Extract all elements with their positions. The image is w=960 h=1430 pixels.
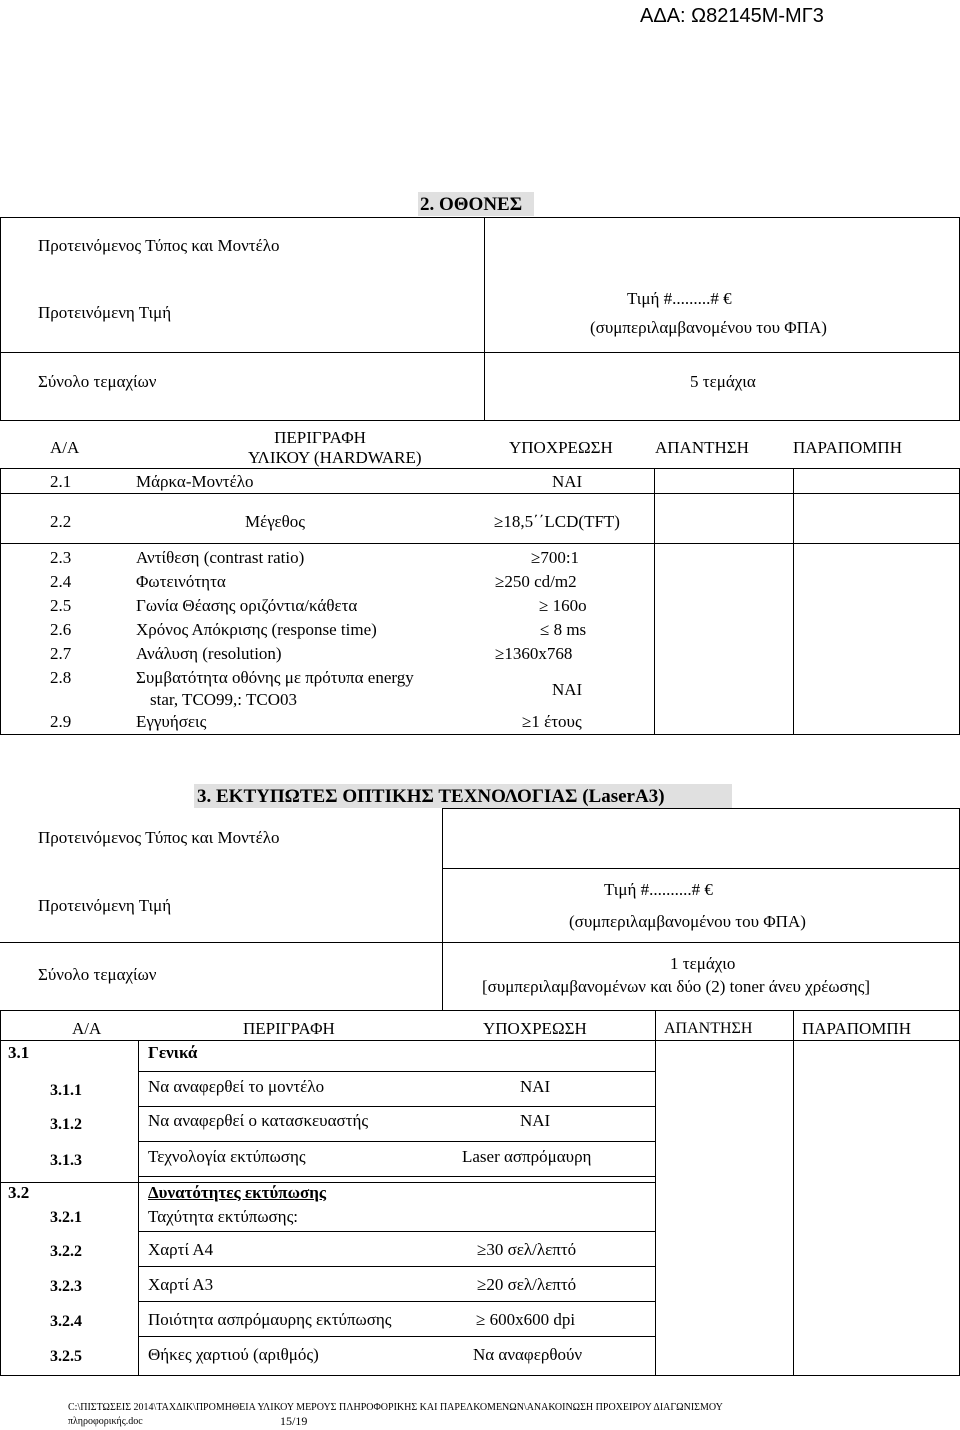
s3-row-req: ΝΑΙ xyxy=(520,1111,551,1130)
s3-row-req: Laser ασπρόμαυρη xyxy=(462,1147,592,1166)
s2-row-num: 2.4 xyxy=(50,572,72,591)
s2-row-num: 2.3 xyxy=(50,548,72,567)
s3-row-num: 3.1.1 xyxy=(50,1082,82,1099)
s2-row-desc: Συμβατότητα οθόνης με πρότυπα energy xyxy=(136,668,414,687)
s3-row-desc: Ποιότητα ασπρόμαυρης εκτύπωσης xyxy=(148,1310,392,1329)
s3-row-num: 3.1.2 xyxy=(50,1116,82,1133)
s2-row-req: ≤ 8 ms xyxy=(540,620,587,639)
s3-head-ref: ΠΑΡΑΠΟΜΠΗ xyxy=(802,1019,911,1038)
s2-row-req: ≥18,5΄΄LCD(TFT) xyxy=(494,512,620,531)
s2-price-value: Τιμή #.........# € xyxy=(627,289,732,308)
s3-row-req: ≥ 600x600 dpi xyxy=(476,1310,576,1329)
s2-head-aa: Α/Α xyxy=(50,438,80,457)
s3-row-num: 3.2.5 xyxy=(50,1348,82,1365)
s2-row-desc: Αντίθεση (contrast ratio) xyxy=(136,548,305,567)
s2-row-req: ≥250 cd/m2 xyxy=(495,572,577,591)
s2-model-label: Προτεινόμενος Τύπος και Μοντέλο xyxy=(38,236,280,255)
s2-row-desc: Φωτεινότητα xyxy=(136,572,226,591)
s3-head-req: ΥΠΟΧΡΕΩΣΗ xyxy=(483,1019,587,1038)
s2-row-req: ΝΑΙ xyxy=(552,680,583,699)
s3-row-desc: Να αναφερθεί ο κατασκευαστής xyxy=(148,1111,369,1130)
s2-row-desc: Χρόνος Απόκρισης (response time) xyxy=(136,620,377,639)
s2-row-desc: Εγγυήσεις xyxy=(136,712,207,731)
s2-row-req: ΝΑΙ xyxy=(552,472,583,491)
s3-row-num: 3.2.3 xyxy=(50,1278,82,1295)
s2-row-desc: Μάρκα-Μοντέλο xyxy=(136,472,254,491)
s3-price-value: Τιμή #..........# € xyxy=(604,880,713,899)
s3-row-desc: Τεχνολογία εκτύπωσης xyxy=(148,1147,306,1166)
s2-row-desc: Ανάλυση (resolution) xyxy=(136,644,282,663)
s2-head-ref: ΠΑΡΑΠΟΜΠΗ xyxy=(793,438,902,457)
s2-row-req: ≥1 έτους xyxy=(522,712,582,731)
s3-price-vat: (συμπεριλαμβανομένου του ΦΠΑ) xyxy=(569,912,806,931)
s3-row-desc: Δυνατότητες εκτύπωσης xyxy=(148,1183,327,1202)
s2-row-num: 2.7 xyxy=(50,644,72,663)
footer-page: 15/19 xyxy=(280,1414,308,1428)
s2-head-ans: ΑΠΑΝΤΗΣΗ xyxy=(655,438,749,457)
s3-head-ans: ΑΠΑΝΤΗΣΗ xyxy=(664,1020,753,1037)
s2-row-num: 2.2 xyxy=(50,512,72,531)
section2-title: 2. ΟΘΟΝΕΣ xyxy=(420,194,523,215)
s2-row-req: ≥ 160ο xyxy=(539,596,587,615)
s3-row-desc: Χαρτί Α3 xyxy=(148,1275,214,1294)
s2-row-req: ≥700:1 xyxy=(531,548,580,567)
s3-row-desc: Γενικά xyxy=(148,1043,198,1062)
s3-price-label: Προτεινόμενη Τιμή xyxy=(38,896,172,915)
s2-row-num: 2.8 xyxy=(50,668,72,687)
s2-qty-label: Σύνολο τεμαχίων xyxy=(38,372,157,391)
s3-qty-value-1: 1 τεμάχιο xyxy=(670,954,736,973)
s2-row-num: 2.5 xyxy=(50,596,72,615)
s2-head-req: ΥΠΟΧΡΕΩΣΗ xyxy=(509,438,613,457)
s3-row-desc: Να αναφερθεί το μοντέλο xyxy=(148,1077,325,1096)
ada-code: ΑΔΑ: Ω82145Μ-ΜΓ3 xyxy=(640,5,824,27)
s2-qty-value: 5 τεμάχια xyxy=(690,372,756,391)
s3-row-desc: Θήκες χαρτιού (αριθμός) xyxy=(148,1345,319,1364)
s3-row-num: 3.2 xyxy=(8,1183,30,1202)
s2-row-desc: Γωνία Θέασης οριζόντια/κάθετα xyxy=(136,596,358,615)
s3-row-desc: Ταχύτητα εκτύπωσης: xyxy=(148,1207,299,1226)
s2-row-num: 2.9 xyxy=(50,712,72,731)
s3-qty-label: Σύνολο τεμαχίων xyxy=(38,965,157,984)
s2-price-label: Προτεινόμενη Τιμή xyxy=(38,303,172,322)
s2-row-num: 2.1 xyxy=(50,472,72,491)
s3-row-desc: Χαρτί Α4 xyxy=(148,1240,214,1259)
s3-head-aa: Α/Α xyxy=(72,1019,102,1038)
s3-row-num: 3.1.3 xyxy=(50,1152,82,1169)
footer-file: πληροφορικής.doc xyxy=(68,1416,143,1427)
s3-model-label: Προτεινόμενος Τύπος και Μοντέλο xyxy=(38,828,280,847)
s2-head-desc-2: ΥΛΙΚΟΥ (HARDWARE) xyxy=(248,448,422,467)
s3-row-num: 3.2.1 xyxy=(50,1209,82,1226)
s2-row-num: 2.6 xyxy=(50,620,72,639)
s2-price-vat: (συμπεριλαμβανομένου του ΦΠΑ) xyxy=(590,318,827,337)
s3-row-req: Να αναφερθούν xyxy=(473,1345,583,1364)
footer-path: C:\ΠΙΣΤΩΣΕΙΣ 2014\ΤΑΧΔΙΚ\ΠΡΟΜΗΘΕΙΑ ΥΛΙΚΟΥ ΜΕΡΟΥΣ ΠΛΗΡΟΦΟΡΙΚΗΣ ΚΑΙ ΠΑΡΕΛΚΟΜΕΝΩΝ\ΑΝΑΚΟΙΝΩΣΗ ΠΡΟΧΕΙΡΟΥ ΔΙΑΓΩΝΙΣΜΟΥ xyxy=(68,1402,723,1413)
s3-row-req: ≥30 σελ/λεπτό xyxy=(477,1240,577,1259)
s2-row-req: ≥1360x768 xyxy=(495,644,573,663)
s3-row-num: 3.2.2 xyxy=(50,1243,82,1260)
s3-head-desc: ΠΕΡΙΓΡΑΦΗ xyxy=(243,1019,335,1038)
s3-row-num: 3.2.4 xyxy=(50,1313,82,1330)
s2-head-desc-1: ΠΕΡΙΓΡΑΦΗ xyxy=(274,428,366,447)
s3-row-num: 3.1 xyxy=(8,1043,30,1062)
s2-row-desc2: star, TCO99,: TCO03 xyxy=(150,690,297,709)
s3-row-req: ΝΑΙ xyxy=(520,1077,551,1096)
s3-qty-value-2: [συμπεριλαμβανομένων και δύο (2) toner άνευ χρέωσης] xyxy=(482,977,870,996)
s2-row-desc: Μέγεθος xyxy=(245,512,305,531)
s3-row-req: ≥20 σελ/λεπτό xyxy=(477,1275,577,1294)
section3-title: 3. ΕΚΤΥΠΩΤΕΣ ΟΠΤΙΚΗΣ ΤΕΧΝΟΛΟΓΙΑΣ (LaserA3) xyxy=(197,786,665,807)
